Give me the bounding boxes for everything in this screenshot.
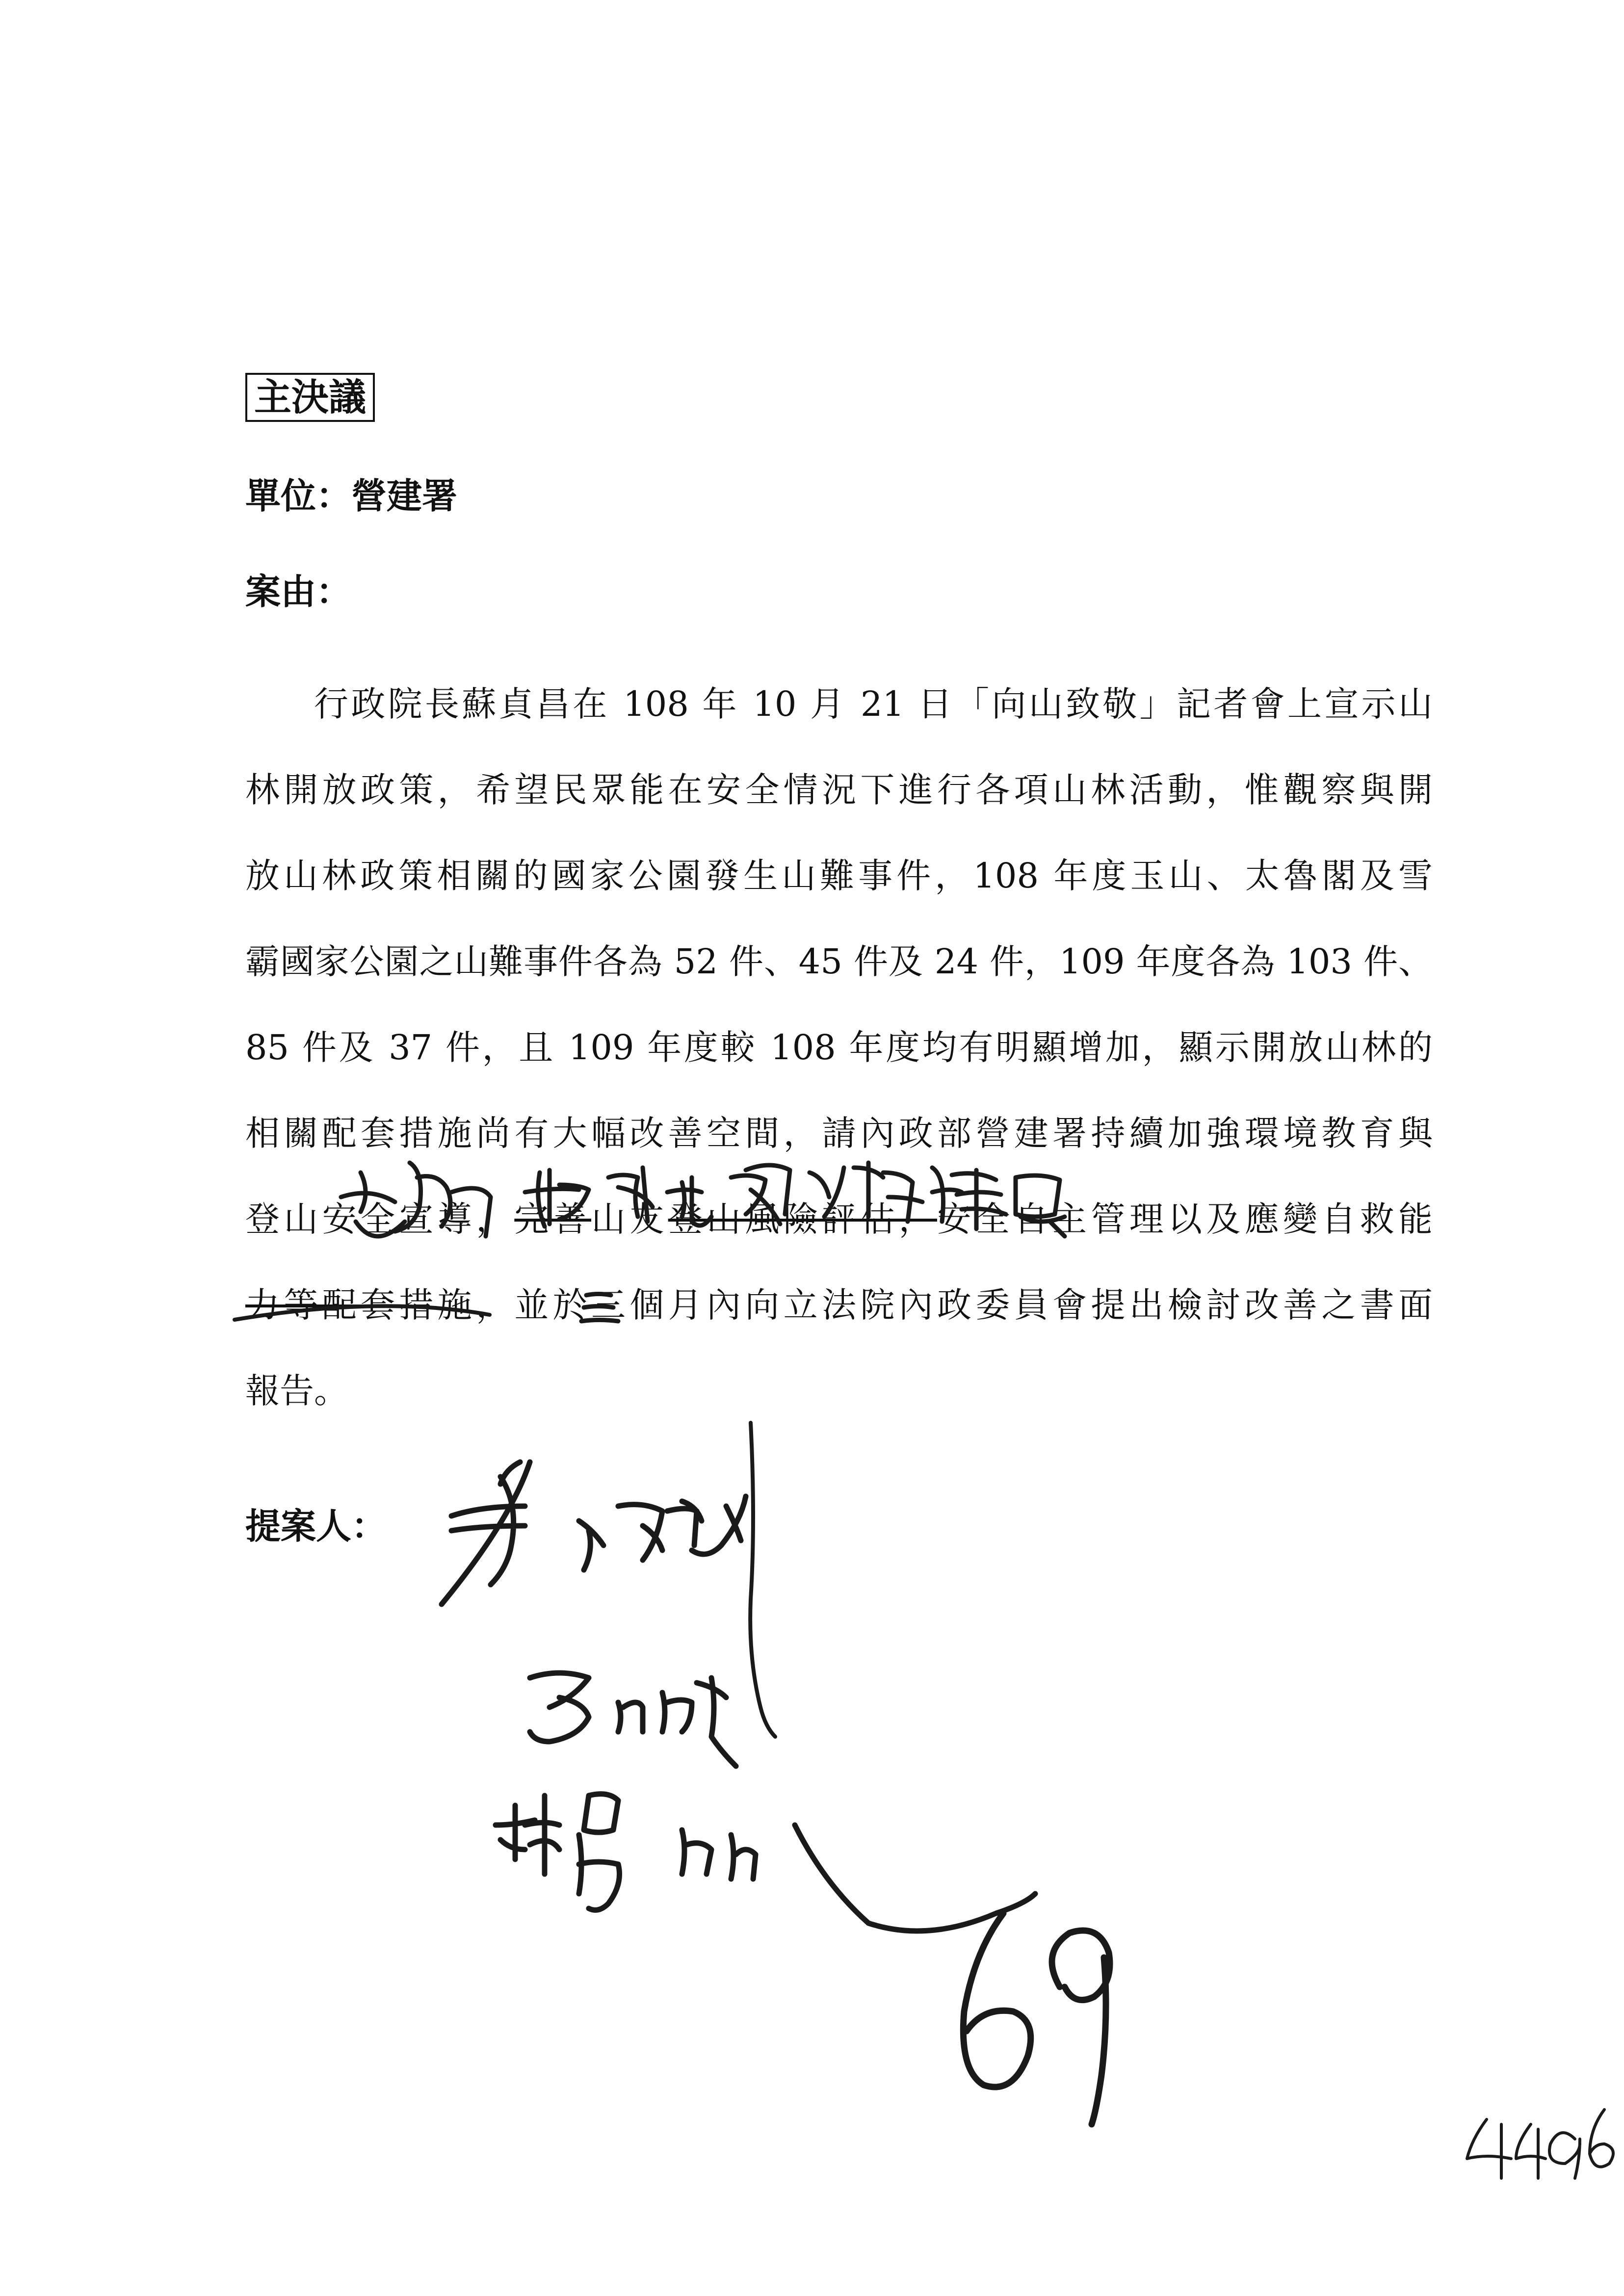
body-line-7-seg1: 登山安全宣導， [245,1199,515,1239]
body-line-3: 放山林政策相關的國家公園發生山難事件，108 年度玉山、太魯閣及雪 [245,856,1433,896]
body-line-4: 霸國家公園之山難事件各為 52 件、45 件及 24 件，109 年度各為 103 件、 [245,941,1433,982]
resolution-title: 主決議 [245,373,375,422]
overwrite-mark [581,1294,618,1322]
unit-label: 單位： [245,475,352,517]
case-label: 案由： [245,571,352,612]
body-line-9: 報告。 [245,1371,348,1411]
proposer-label: 提案人： [245,1505,387,1547]
signature-3 [496,1794,1035,1931]
body-line-2: 林開放政策，希望民眾能在安全情況下進行各項山林活動，惟觀察與開 [245,770,1433,810]
signature-1 [442,1423,775,1737]
body-line-5: 85 件及 37 件，且 109 年度較 108 年度均有明顯增加，顯示開放山林的 [245,1027,1433,1068]
body-line-1: 行政院長蘇貞昌在 108 年 10 月 21 日「向山致敬」記者會上宣示山 [314,684,1433,724]
struck-text-2: 登山風險評估， [668,1199,938,1239]
struck-text-3: 力等配套 [245,1285,399,1325]
body-line-8-seg1: 措施，並於三個月內向立法院內政委員會提出檢討改善之書面 [399,1285,1433,1325]
signature-2 [530,1673,736,1766]
struck-text-1: 完善 [514,1199,592,1239]
body-line-7-seg2: 山友 [591,1199,668,1239]
page-number-handwritten [963,1913,1110,2124]
corner-number [1467,2110,1613,2178]
body-line-7-seg3: 安全自主管理以及應變自救能 [937,1199,1433,1239]
body-line-6: 相關配套措施尚有大幅改善空間，請內政部營建署持續加強環境教育與 [245,1113,1433,1153]
revision-underline [235,1306,490,1320]
unit-value: 營建署 [351,475,458,517]
handwritten-insertion [341,1163,1065,1236]
